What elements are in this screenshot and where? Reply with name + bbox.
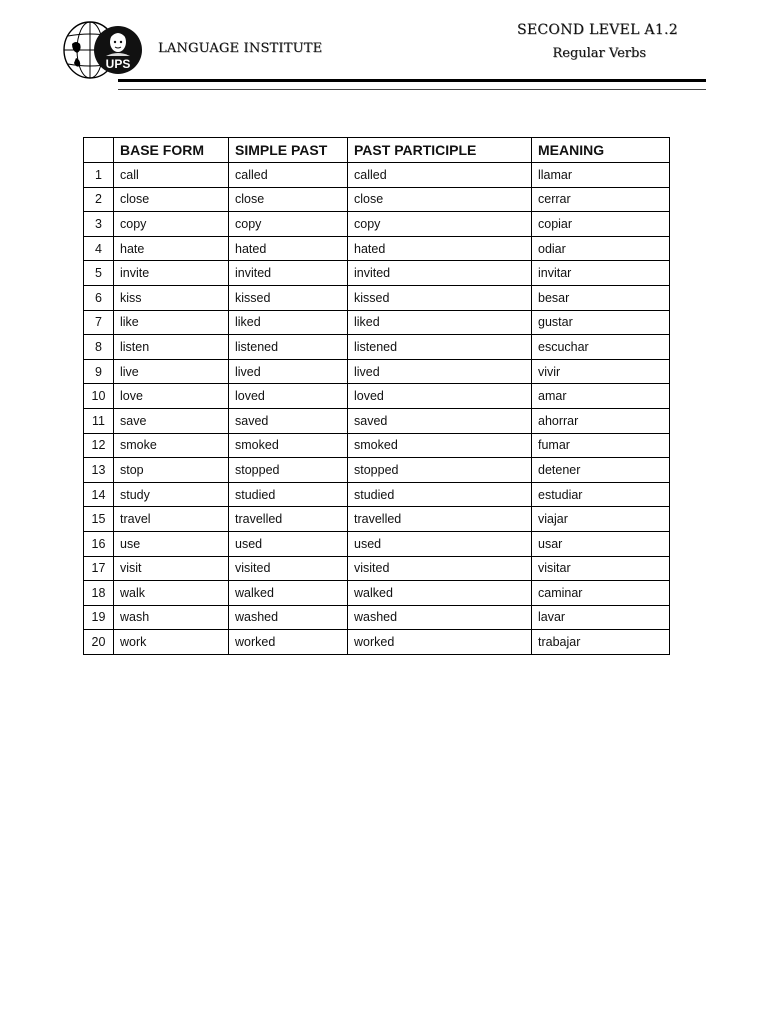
table-row xyxy=(84,236,670,261)
meaning-cell: trabajar xyxy=(532,630,670,655)
column-header-simple-past: SIMPLE PAST xyxy=(229,138,348,163)
meaning-cell: besar xyxy=(532,285,670,310)
past-participle-cell: stopped xyxy=(348,458,532,483)
row-number: 12 xyxy=(84,433,114,458)
meaning-cell: lavar xyxy=(532,605,670,630)
past-participle-cell: hated xyxy=(348,236,532,261)
row-number: 15 xyxy=(84,507,114,532)
column-header-base-form: BASE FORM xyxy=(114,138,229,163)
base-form-cell: like xyxy=(114,310,229,335)
simple-past-cell: worked xyxy=(229,630,348,655)
simple-past-cell: saved xyxy=(229,408,348,433)
meaning-cell: caminar xyxy=(532,581,670,606)
meaning-cell: cerrar xyxy=(532,187,670,212)
meaning-cell: detener xyxy=(532,458,670,483)
base-form-cell: save xyxy=(114,408,229,433)
simple-past-cell: hated xyxy=(229,236,348,261)
table-row xyxy=(84,630,670,655)
simple-past-cell: studied xyxy=(229,482,348,507)
table-row xyxy=(84,482,670,507)
table-row xyxy=(84,285,670,310)
simple-past-cell: kissed xyxy=(229,285,348,310)
row-number: 6 xyxy=(84,285,114,310)
past-participle-cell: travelled xyxy=(348,507,532,532)
table-header-row xyxy=(84,138,670,163)
row-number: 14 xyxy=(84,482,114,507)
ups-globe-logo xyxy=(60,18,144,82)
simple-past-cell: walked xyxy=(229,581,348,606)
base-form-cell: work xyxy=(114,630,229,655)
header-rule-thin xyxy=(118,89,706,90)
row-number: 13 xyxy=(84,458,114,483)
base-form-cell: live xyxy=(114,359,229,384)
row-number: 2 xyxy=(84,187,114,212)
base-form-cell: walk xyxy=(114,581,229,606)
simple-past-cell: travelled xyxy=(229,507,348,532)
base-form-cell: call xyxy=(114,163,229,188)
simple-past-cell: invited xyxy=(229,261,348,286)
simple-past-cell: used xyxy=(229,531,348,556)
base-form-cell: copy xyxy=(114,212,229,237)
meaning-cell: vivir xyxy=(532,359,670,384)
meaning-cell: llamar xyxy=(532,163,670,188)
table-row xyxy=(84,531,670,556)
meaning-cell: gustar xyxy=(532,310,670,335)
simple-past-cell: loved xyxy=(229,384,348,409)
past-participle-cell: called xyxy=(348,163,532,188)
base-form-cell: smoke xyxy=(114,433,229,458)
course-level: SECOND LEVEL A1.2 xyxy=(517,22,678,38)
simple-past-cell: lived xyxy=(229,359,348,384)
row-number: 20 xyxy=(84,630,114,655)
row-number: 10 xyxy=(84,384,114,409)
base-form-cell: wash xyxy=(114,605,229,630)
table-row xyxy=(84,458,670,483)
past-participle-cell: worked xyxy=(348,630,532,655)
simple-past-cell: smoked xyxy=(229,433,348,458)
row-number: 11 xyxy=(84,408,114,433)
row-number: 18 xyxy=(84,581,114,606)
simple-past-cell: visited xyxy=(229,556,348,581)
column-header-meaning: MEANING xyxy=(532,138,670,163)
base-form-cell: stop xyxy=(114,458,229,483)
past-participle-cell: washed xyxy=(348,605,532,630)
table-row xyxy=(84,212,670,237)
simple-past-cell: close xyxy=(229,187,348,212)
header-rule-thick xyxy=(118,79,706,82)
past-participle-cell: lived xyxy=(348,359,532,384)
meaning-cell: ahorrar xyxy=(532,408,670,433)
simple-past-cell: liked xyxy=(229,310,348,335)
meaning-cell: fumar xyxy=(532,433,670,458)
logo-text: UPS xyxy=(105,57,131,71)
row-number: 9 xyxy=(84,359,114,384)
base-form-cell: kiss xyxy=(114,285,229,310)
simple-past-cell: copy xyxy=(229,212,348,237)
base-form-cell: listen xyxy=(114,335,229,360)
meaning-cell: visitar xyxy=(532,556,670,581)
base-form-cell: love xyxy=(114,384,229,409)
past-participle-cell: used xyxy=(348,531,532,556)
simple-past-cell: called xyxy=(229,163,348,188)
row-number: 17 xyxy=(84,556,114,581)
column-header-past-participle: PAST PARTICIPLE xyxy=(348,138,532,163)
meaning-cell: escuchar xyxy=(532,335,670,360)
page-header xyxy=(0,0,768,100)
simple-past-cell: washed xyxy=(229,605,348,630)
table-row xyxy=(84,433,670,458)
meaning-cell: estudiar xyxy=(532,482,670,507)
base-form-cell: close xyxy=(114,187,229,212)
table-row xyxy=(84,187,670,212)
past-participle-cell: listened xyxy=(348,335,532,360)
simple-past-cell: listened xyxy=(229,335,348,360)
base-form-cell: visit xyxy=(114,556,229,581)
table-body xyxy=(84,163,670,655)
table-row xyxy=(84,310,670,335)
base-form-cell: use xyxy=(114,531,229,556)
table-row xyxy=(84,359,670,384)
row-number: 5 xyxy=(84,261,114,286)
table-row xyxy=(84,335,670,360)
past-participle-cell: visited xyxy=(348,556,532,581)
column-header-number xyxy=(84,138,114,163)
row-number: 16 xyxy=(84,531,114,556)
base-form-cell: travel xyxy=(114,507,229,532)
meaning-cell: usar xyxy=(532,531,670,556)
row-number: 3 xyxy=(84,212,114,237)
table-row xyxy=(84,408,670,433)
row-number: 1 xyxy=(84,163,114,188)
past-participle-cell: liked xyxy=(348,310,532,335)
table-row xyxy=(84,384,670,409)
meaning-cell: copiar xyxy=(532,212,670,237)
table-row xyxy=(84,581,670,606)
row-number: 19 xyxy=(84,605,114,630)
base-form-cell: hate xyxy=(114,236,229,261)
table-row xyxy=(84,507,670,532)
past-participle-cell: kissed xyxy=(348,285,532,310)
meaning-cell: viajar xyxy=(532,507,670,532)
simple-past-cell: stopped xyxy=(229,458,348,483)
past-participle-cell: copy xyxy=(348,212,532,237)
row-number: 4 xyxy=(84,236,114,261)
regular-verbs-table xyxy=(83,137,670,655)
table-row xyxy=(84,261,670,286)
past-participle-cell: loved xyxy=(348,384,532,409)
institute-name: LANGUAGE INSTITUTE xyxy=(158,41,323,56)
past-participle-cell: studied xyxy=(348,482,532,507)
meaning-cell: invitar xyxy=(532,261,670,286)
meaning-cell: odiar xyxy=(532,236,670,261)
past-participle-cell: close xyxy=(348,187,532,212)
past-participle-cell: saved xyxy=(348,408,532,433)
row-number: 8 xyxy=(84,335,114,360)
past-participle-cell: invited xyxy=(348,261,532,286)
row-number: 7 xyxy=(84,310,114,335)
table-row xyxy=(84,163,670,188)
page-subtitle: Regular Verbs xyxy=(552,46,646,61)
past-participle-cell: walked xyxy=(348,581,532,606)
past-participle-cell: smoked xyxy=(348,433,532,458)
base-form-cell: invite xyxy=(114,261,229,286)
table-row xyxy=(84,605,670,630)
base-form-cell: study xyxy=(114,482,229,507)
meaning-cell: amar xyxy=(532,384,670,409)
table-row xyxy=(84,556,670,581)
